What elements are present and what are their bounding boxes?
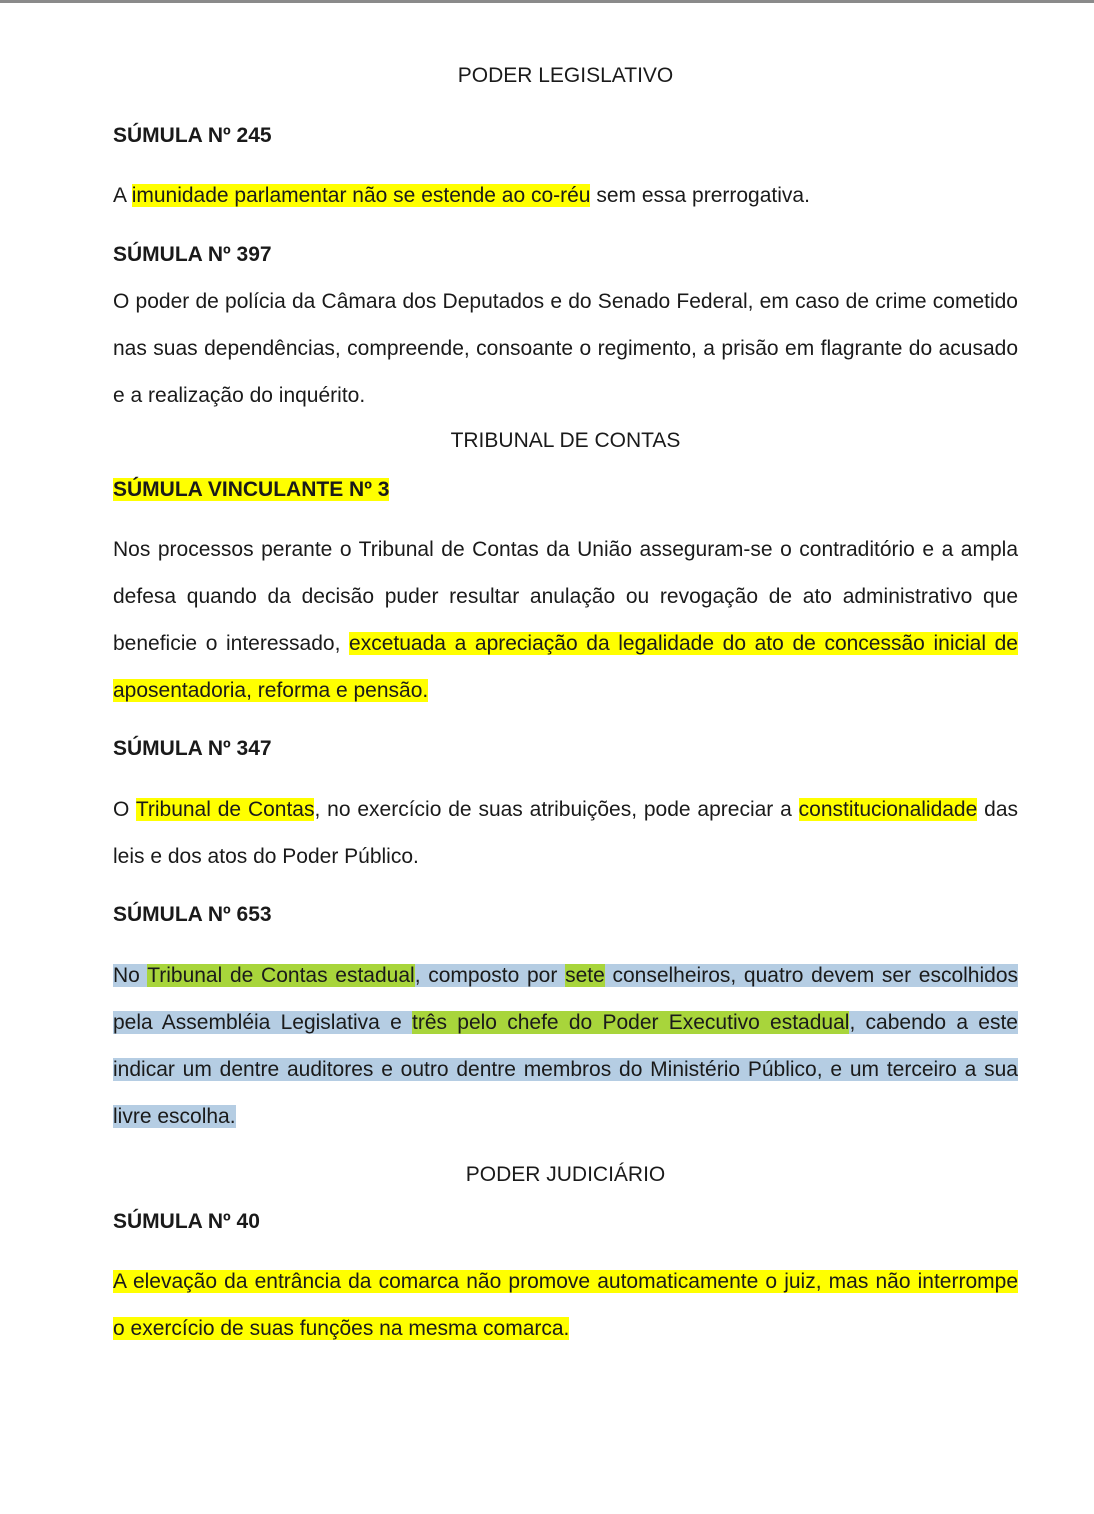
highlight-green: três pelo chefe do Poder Executivo estadual <box>412 1011 850 1034</box>
section-heading-legislativo: PODER LEGISLATIVO <box>457 64 674 87</box>
sumula-245-title: SÚMULA Nº 245 <box>113 124 272 147</box>
highlight-blue: No <box>113 964 148 987</box>
highlight-blue: conselheiros, quatro devem ser escolhidos pela Assembléia Legislativa e <box>113 964 1019 1034</box>
sumula-347-text: O Tribunal de Contas, no exercício de suas atribuições, pode apreciar a constitucionalidade das leis e dos atos do Poder Público. <box>113 798 1018 868</box>
highlight-yellow: excetuada a apreciação da legalidade do ato de concessão inicial de aposentadoria, reforma e pensão. <box>113 632 1018 702</box>
sumula-397-text: O poder de polícia da Câmara dos Deputados e do Senado Federal, em caso de crime cometido nas suas dependências, compreende, consoante o regimento, a prisão em flagrante do acusado e a realização do inquérito. <box>113 290 1018 407</box>
sumula-vinculante-3-title: SÚMULA VINCULANTE Nº 3 <box>113 478 390 501</box>
highlight-yellow: imunidade parlamentar não se estende ao co-réu <box>131 184 591 207</box>
highlight-blue: , cabendo a este indicar um dentre auditores e outro dentre membros do Ministério Público, e um terceiro a sua livre escolha. <box>113 1011 1018 1128</box>
sumula-653-title: SÚMULA Nº 653 <box>113 903 272 926</box>
sumula-245-text: A imunidade parlamentar não se estende ao co-réu sem essa prerrogativa. <box>113 184 810 207</box>
sumula-347-title: SÚMULA Nº 347 <box>113 737 272 760</box>
sumula-397-title: SÚMULA Nº 397 <box>113 243 272 266</box>
sumula-653-text <box>113 952 1018 1140</box>
highlight-yellow: constitucionalidade <box>798 798 978 821</box>
section-heading-judiciario: PODER JUDICIÁRIO <box>465 1163 666 1186</box>
highlight-yellow: A elevação da entrância da comarca não promove automaticamente o juiz, mas não interrompe o exercício de suas funções na mesma comarca. <box>113 1270 1018 1340</box>
highlight-green: Tribunal de Contas estadual <box>147 964 415 987</box>
top-border <box>0 0 1094 3</box>
highlight-yellow: Tribunal de Contas <box>135 798 315 821</box>
section-heading-tribunal: TRIBUNAL DE CONTAS <box>450 429 681 452</box>
highlight-green: sete <box>565 964 605 987</box>
sumula-40-text <box>113 1258 1018 1352</box>
sumula-40-title: SÚMULA Nº 40 <box>113 1210 260 1233</box>
sumula-vinculante-3-text: Nos processos perante o Tribunal de Contas da União asseguram-se o contraditório e a ampla defesa quando da decisão puder resultar anulação ou revogação de ato administrativo que beneficie o interessado, excetuada a apreciação da legalidade do ato de concessão inicial de aposentadoria, reforma e pensão. <box>113 538 1018 702</box>
highlight-blue: , composto por <box>414 964 566 987</box>
